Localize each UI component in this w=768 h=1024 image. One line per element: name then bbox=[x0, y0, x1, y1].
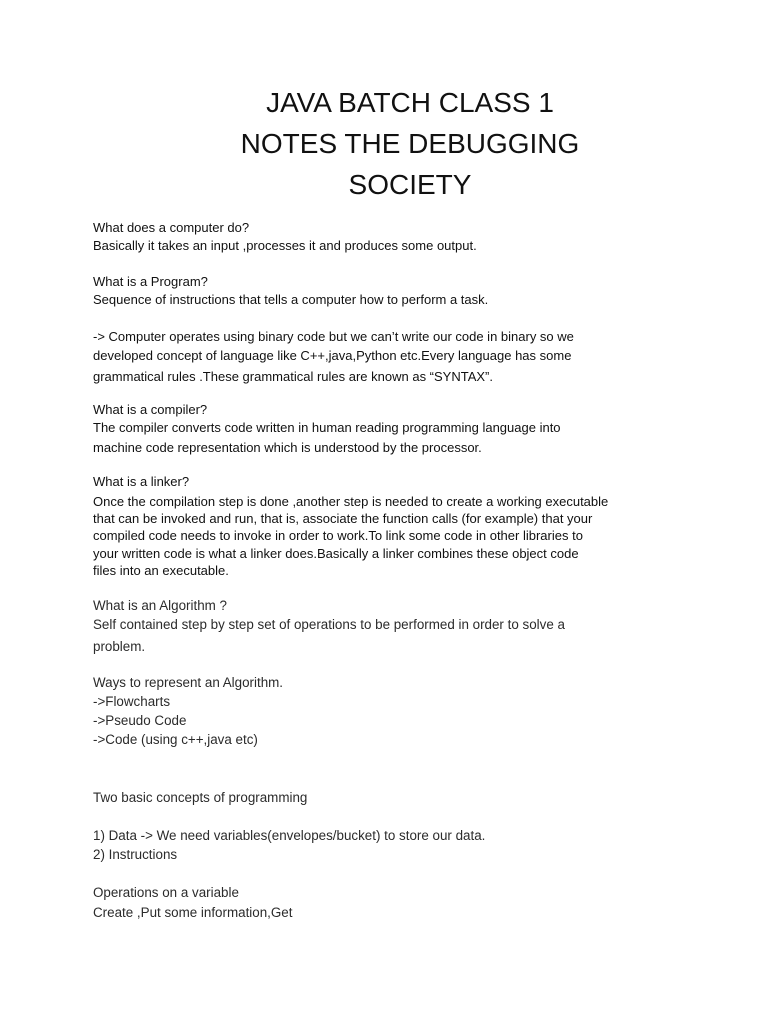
question-computer: What does a computer do? bbox=[93, 220, 250, 235]
question-compiler: What is a compiler? bbox=[93, 402, 208, 417]
variable-operations-heading: Operations on a variable bbox=[93, 885, 239, 900]
concept-instructions: 2) Instructions bbox=[93, 847, 178, 862]
answer-linker-line-5: files into an executable. bbox=[93, 563, 229, 578]
question-program: What is a Program? bbox=[93, 274, 208, 289]
title-line-3: SOCIETY bbox=[348, 169, 472, 200]
answer-program: Sequence of instructions that tells a computer how to perform a task. bbox=[93, 292, 489, 307]
algorithm-representation-heading: Ways to represent an Algorithm. bbox=[93, 675, 284, 690]
binary-note-line-1: -> Computer operates using binary code but we can’t write our code in binary so we bbox=[93, 329, 574, 344]
binary-note-line-2: developed concept of language like C++,java,Python etc.Every language has some bbox=[93, 348, 572, 363]
answer-computer: Basically it takes an input ,processes it and produces some output. bbox=[93, 238, 477, 253]
list-item-flowcharts: ->Flowcharts bbox=[93, 694, 171, 709]
answer-linker-line-1: Once the compilation step is done ,another step is needed to create a working executable bbox=[93, 494, 609, 509]
list-item-pseudo-code: ->Pseudo Code bbox=[93, 713, 187, 728]
answer-linker-line-4: your written code is what a linker does.Basically a linker combines these object code bbox=[93, 546, 579, 561]
answer-linker-line-3: compiled code needs to invoke in order to work.To link some code in other libraries to bbox=[93, 528, 583, 543]
list-item-code: ->Code (using c++,java etc) bbox=[93, 732, 258, 747]
answer-compiler-line-1: The compiler converts code written in human reading programming language into bbox=[93, 420, 561, 435]
variable-operations-list: Create ,Put some information,Get bbox=[93, 905, 293, 920]
answer-algorithm-line-1: Self contained step by step set of operations to be performed in order to solve a bbox=[93, 617, 565, 632]
answer-linker-line-2: that can be invoked and run, that is, associate the function calls (for example) that your bbox=[93, 511, 593, 526]
programming-concepts-heading: Two basic concepts of programming bbox=[93, 790, 308, 805]
title-line-2: NOTES THE DEBUGGING bbox=[240, 128, 580, 159]
concept-data: 1) Data -> We need variables(envelopes/bucket) to store our data. bbox=[93, 828, 486, 843]
question-algorithm: What is an Algorithm ? bbox=[93, 598, 227, 613]
answer-algorithm-line-2: problem. bbox=[93, 639, 146, 654]
question-linker: What is a linker? bbox=[93, 474, 190, 489]
title-line-1: JAVA BATCH CLASS 1 bbox=[266, 87, 554, 118]
binary-note-line-3: grammatical rules .These grammatical rules are known as “SYNTAX”. bbox=[93, 369, 493, 384]
answer-compiler-line-2: machine code representation which is understood by the processor. bbox=[93, 440, 482, 455]
